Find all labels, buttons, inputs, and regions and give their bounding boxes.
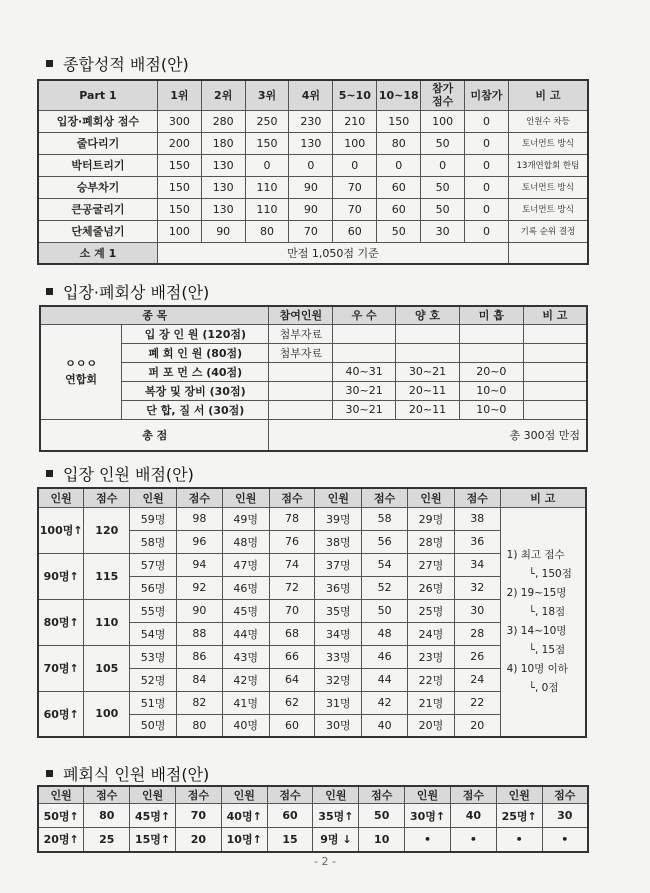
total-score-table: [37, 79, 589, 265]
poor-cell: 20~0: [459, 362, 523, 381]
table-header-row: [38, 80, 588, 110]
poor-cell: 10~0: [459, 400, 523, 419]
total-value: 총 300점 만점: [269, 419, 587, 451]
score-cell: 64: [269, 668, 315, 691]
headcount-cell: 35명: [315, 599, 362, 622]
score-cell: 80: [84, 804, 130, 828]
score-cell: 230: [289, 110, 333, 132]
score-cell: 150: [377, 110, 421, 132]
table-row: [40, 400, 587, 419]
score-cell: 30: [421, 220, 465, 242]
note-cell: [523, 362, 587, 381]
column-header: 5~10: [333, 80, 377, 110]
headcount-cell: 37명: [315, 553, 362, 576]
score-cell: 50: [362, 599, 408, 622]
score-cell: •: [542, 828, 588, 852]
score-cell: 40: [450, 804, 496, 828]
headcount-cell: 56명: [130, 576, 177, 599]
score-cell: 30: [542, 804, 588, 828]
table-row: [40, 324, 587, 343]
score-cell: 50: [421, 176, 465, 198]
note-line: └, 150점: [528, 567, 572, 580]
participation-cell: [269, 362, 333, 381]
headcount-cell: 47명: [222, 553, 269, 576]
score-cell: 20: [454, 714, 500, 737]
headcount-cell: 50명↑: [38, 804, 84, 828]
excellent-cell: [333, 324, 396, 343]
note-cell: [523, 343, 587, 362]
score-cell: 180: [201, 132, 245, 154]
score-cell: 92: [177, 576, 223, 599]
table-row: [38, 154, 588, 176]
score-cell: 70: [333, 176, 377, 198]
column-header: 2위: [201, 80, 245, 110]
score-cell: 84: [177, 668, 223, 691]
participation-cell: [269, 400, 333, 419]
table-row: [40, 381, 587, 400]
score-cell: 90: [289, 198, 333, 220]
group-label: ㅇㅇㅇ 연합회: [40, 324, 122, 419]
table-header-row: [38, 488, 586, 507]
score-cell: 0: [245, 154, 289, 176]
headcount-cell: 38명: [315, 530, 362, 553]
score-cell: 0: [465, 154, 509, 176]
headcount-cell: 45명: [222, 599, 269, 622]
note-cell: 토너먼트 방식: [508, 132, 588, 154]
column-header: 인원: [222, 488, 269, 507]
table-row: [40, 362, 587, 381]
score-cell: 38: [454, 507, 500, 530]
table-header-row: [38, 786, 588, 804]
score-cell: 88: [177, 622, 223, 645]
participation-cell: 첨부자료: [269, 343, 333, 362]
score-cell: 0: [421, 154, 465, 176]
headcount-cell: 10명↑: [221, 828, 267, 852]
score-cell: 74: [269, 553, 315, 576]
headcount-cell: 43명: [222, 645, 269, 668]
score-cell: 200: [157, 132, 201, 154]
excellent-cell: [333, 343, 396, 362]
headcount-bracket: 80명↑: [38, 599, 84, 645]
score-cell: 32: [454, 576, 500, 599]
column-header: 미 흡: [459, 306, 523, 324]
note-cell: 토너먼트 방식: [508, 176, 588, 198]
column-header: 점수: [362, 488, 408, 507]
column-header: 점수: [450, 786, 496, 804]
closing-headcount-table: [37, 785, 589, 853]
score-cell: 100: [421, 110, 465, 132]
total-row: [40, 419, 587, 451]
row-label: 큰공굴리기: [38, 198, 157, 220]
table-row: [38, 132, 588, 154]
entry-headcount-table: [37, 487, 587, 738]
headcount-cell: 26명: [408, 576, 455, 599]
score-cell: 70: [175, 804, 221, 828]
headcount-bracket: 70명↑: [38, 645, 84, 691]
column-header: 종 목: [40, 306, 269, 324]
score-cell: 54: [362, 553, 408, 576]
score-cell: 100: [157, 220, 201, 242]
headcount-cell: 30명: [315, 714, 362, 737]
headcount-cell: 54명: [130, 622, 177, 645]
headcount-cell: 30명↑: [405, 804, 451, 828]
note-cell: [523, 324, 587, 343]
score-cell: 24: [454, 668, 500, 691]
column-header: 인원: [405, 786, 451, 804]
column-header: 양 호: [396, 306, 460, 324]
participation-cell: [269, 381, 333, 400]
score-cell: 70: [333, 198, 377, 220]
headcount-cell: 49명: [222, 507, 269, 530]
item-cell: 폐 회 인 원 (80점): [122, 343, 269, 362]
score-cell: 90: [177, 599, 223, 622]
note-cell: 기록 순위 결정: [508, 220, 588, 242]
note-line: 3) 14~10명: [506, 624, 567, 637]
note-line: 2) 19~15명: [506, 586, 567, 599]
score-cell: 80: [177, 714, 223, 737]
score-cell: 94: [177, 553, 223, 576]
score-cell: 250: [245, 110, 289, 132]
score-cell: 10: [359, 828, 405, 852]
column-header: 점수: [359, 786, 405, 804]
bullet-square-icon: [46, 288, 53, 295]
headcount-cell: •: [405, 828, 451, 852]
score-cell: 20: [175, 828, 221, 852]
note-line: └, 0점: [528, 681, 559, 694]
excellent-cell: 30~21: [333, 381, 396, 400]
score-cell: 42: [362, 691, 408, 714]
column-header: 인원: [130, 488, 177, 507]
score-cell: 60: [377, 198, 421, 220]
score-cell: 0: [465, 176, 509, 198]
column-header: 인원: [38, 488, 84, 507]
subtotal-value: 만점 1,050점 기준: [157, 242, 508, 264]
item-cell: 단 합, 질 서 (30점): [122, 400, 269, 419]
note-line: └, 15점: [528, 643, 566, 656]
score-cell: 130: [201, 198, 245, 220]
page-number: - 2 -: [314, 855, 336, 868]
score-cell: 52: [362, 576, 408, 599]
score-cell: 15: [267, 828, 313, 852]
score-cell: 96: [177, 530, 223, 553]
headcount-cell: 41명: [222, 691, 269, 714]
empty-cell: [508, 242, 588, 264]
excellent-cell: 40~31: [333, 362, 396, 381]
good-cell: 30~21: [396, 362, 460, 381]
table-row: [38, 220, 588, 242]
score-cell: 50: [421, 132, 465, 154]
headcount-bracket: 90명↑: [38, 553, 84, 599]
bracket-score: 100: [84, 691, 130, 737]
score-cell: 210: [333, 110, 377, 132]
headcount-cell: 59명: [130, 507, 177, 530]
headcount-cell: 52명: [130, 668, 177, 691]
section-title-entry-closing: 입장·폐회상 배점(안): [46, 280, 209, 303]
score-cell: •: [450, 828, 496, 852]
good-cell: [396, 324, 460, 343]
column-header: 4위: [289, 80, 333, 110]
score-cell: 130: [289, 132, 333, 154]
subtotal-row: [38, 242, 588, 264]
note-cell: 13개연합회 한팀: [508, 154, 588, 176]
score-cell: 60: [377, 176, 421, 198]
score-cell: 150: [157, 176, 201, 198]
score-cell: 98: [177, 507, 223, 530]
column-header: 인원: [130, 786, 176, 804]
headcount-cell: 15명↑: [130, 828, 176, 852]
good-cell: 20~11: [396, 400, 460, 419]
column-header: 점수: [177, 488, 223, 507]
bracket-score: 120: [84, 507, 130, 553]
score-cell: 56: [362, 530, 408, 553]
score-cell: 86: [177, 645, 223, 668]
headcount-cell: 48명: [222, 530, 269, 553]
bullet-square-icon: [46, 60, 53, 67]
headcount-cell: 29명: [408, 507, 455, 530]
column-header: 인원: [221, 786, 267, 804]
score-cell: 0: [465, 220, 509, 242]
score-cell: 26: [454, 645, 500, 668]
headcount-cell: 42명: [222, 668, 269, 691]
headcount-cell: 46명: [222, 576, 269, 599]
table-row: [38, 198, 588, 220]
score-cell: 82: [177, 691, 223, 714]
row-label: 박터트리기: [38, 154, 157, 176]
column-header: 점수: [84, 786, 130, 804]
column-header: 점수: [454, 488, 500, 507]
table-row: [38, 507, 586, 530]
entry-closing-table: [39, 305, 588, 452]
score-cell: 66: [269, 645, 315, 668]
score-cell: 0: [289, 154, 333, 176]
score-cell: 62: [269, 691, 315, 714]
headcount-cell: 9명 ↓: [313, 828, 359, 852]
score-cell: 72: [269, 576, 315, 599]
score-cell: 50: [359, 804, 405, 828]
column-header: 인원: [408, 488, 455, 507]
row-label: 줄다리기: [38, 132, 157, 154]
table-row: [38, 828, 588, 852]
headcount-cell: 36명: [315, 576, 362, 599]
note-cell: 인원수 차등: [508, 110, 588, 132]
headcount-cell: 57명: [130, 553, 177, 576]
score-cell: 70: [289, 220, 333, 242]
score-cell: 130: [201, 154, 245, 176]
column-header: 점수: [175, 786, 221, 804]
column-header: 인원: [313, 786, 359, 804]
good-cell: [396, 343, 460, 362]
headcount-cell: 44명: [222, 622, 269, 645]
row-label: 단체줄넘기: [38, 220, 157, 242]
score-cell: 150: [157, 154, 201, 176]
column-header: 인원: [315, 488, 362, 507]
headcount-cell: 25명: [408, 599, 455, 622]
score-cell: 44: [362, 668, 408, 691]
score-cell: 130: [201, 176, 245, 198]
score-cell: 40: [362, 714, 408, 737]
good-cell: 20~11: [396, 381, 460, 400]
headcount-bracket: 60명↑: [38, 691, 84, 737]
excellent-cell: 30~21: [333, 400, 396, 419]
column-header: 인원: [496, 786, 542, 804]
score-cell: 76: [269, 530, 315, 553]
bracket-score: 110: [84, 599, 130, 645]
row-label: 입장·폐회상 점수: [38, 110, 157, 132]
item-cell: 복장 및 장비 (30점): [122, 381, 269, 400]
column-header: 미참가: [465, 80, 509, 110]
headcount-cell: 23명: [408, 645, 455, 668]
score-cell: 90: [289, 176, 333, 198]
column-header: 10~18: [377, 80, 421, 110]
score-cell: 110: [245, 198, 289, 220]
headcount-cell: 21명: [408, 691, 455, 714]
headcount-cell: 40명↑: [221, 804, 267, 828]
score-cell: 60: [269, 714, 315, 737]
column-header: 인원: [38, 786, 84, 804]
headcount-cell: 45명↑: [130, 804, 176, 828]
score-cell: 34: [454, 553, 500, 576]
bracket-score: 115: [84, 553, 130, 599]
score-cell: 0: [377, 154, 421, 176]
score-cell: 100: [333, 132, 377, 154]
subtotal-label: 소 계 1: [38, 242, 157, 264]
score-cell: 300: [157, 110, 201, 132]
headcount-cell: 22명: [408, 668, 455, 691]
score-cell: 22: [454, 691, 500, 714]
score-cell: 30: [454, 599, 500, 622]
column-header: 점수: [542, 786, 588, 804]
item-cell: 입 장 인 원 (120점): [122, 324, 269, 343]
table-row: [38, 110, 588, 132]
score-cell: 280: [201, 110, 245, 132]
score-cell: 50: [377, 220, 421, 242]
headcount-cell: 34명: [315, 622, 362, 645]
headcount-cell: 35명↑: [313, 804, 359, 828]
headcount-cell: 25명↑: [496, 804, 542, 828]
score-cell: 0: [465, 198, 509, 220]
score-cell: 90: [201, 220, 245, 242]
note-cell: [523, 400, 587, 419]
score-cell: 110: [245, 176, 289, 198]
score-cell: 0: [465, 132, 509, 154]
column-header: 비 고: [508, 80, 588, 110]
score-cell: 50: [421, 198, 465, 220]
score-cell: 0: [465, 110, 509, 132]
poor-cell: 10~0: [459, 381, 523, 400]
score-cell: 150: [245, 132, 289, 154]
total-label: 총 점: [40, 419, 269, 451]
table-row: [38, 804, 588, 828]
note-line: 1) 최고 점수: [506, 548, 565, 561]
section-title-total-score: 종합성적 배점(안): [46, 52, 189, 75]
column-header: Part 1: [38, 80, 157, 110]
column-header: 비 고: [523, 306, 587, 324]
headcount-cell: 20명↑: [38, 828, 84, 852]
score-cell: 46: [362, 645, 408, 668]
bracket-score: 105: [84, 645, 130, 691]
headcount-cell: 40명: [222, 714, 269, 737]
section-title-entry-headcount: 입장 인원 배점(안): [46, 462, 194, 485]
section-title-closing-headcount: 폐회식 인원 배점(안): [46, 762, 209, 785]
table-header-row: [40, 306, 587, 324]
score-cell: 0: [333, 154, 377, 176]
note-cell: 토너먼트 방식: [508, 198, 588, 220]
headcount-cell: 20명: [408, 714, 455, 737]
score-cell: 48: [362, 622, 408, 645]
score-cell: 80: [245, 220, 289, 242]
column-header: 참여인원: [269, 306, 333, 324]
column-header: 1위: [157, 80, 201, 110]
column-header: 비 고: [500, 488, 586, 507]
score-cell: 80: [377, 132, 421, 154]
headcount-cell: 51명: [130, 691, 177, 714]
headcount-cell: 33명: [315, 645, 362, 668]
table-row: [38, 176, 588, 198]
score-cell: 150: [157, 198, 201, 220]
headcount-cell: 24명: [408, 622, 455, 645]
headcount-cell: 53명: [130, 645, 177, 668]
headcount-cell: •: [496, 828, 542, 852]
bullet-square-icon: [46, 470, 53, 477]
note-line: 4) 10명 이하: [506, 662, 568, 675]
bullet-square-icon: [46, 770, 53, 777]
row-label: 승부차기: [38, 176, 157, 198]
score-cell: 70: [269, 599, 315, 622]
headcount-cell: 31명: [315, 691, 362, 714]
headcount-cell: 50명: [130, 714, 177, 737]
score-cell: 60: [333, 220, 377, 242]
column-header: 점수: [269, 488, 315, 507]
score-cell: 36: [454, 530, 500, 553]
column-header: 점수: [84, 488, 130, 507]
headcount-cell: 39명: [315, 507, 362, 530]
headcount-cell: 27명: [408, 553, 455, 576]
score-cell: 60: [267, 804, 313, 828]
score-cell: 28: [454, 622, 500, 645]
column-header: 점수: [267, 786, 313, 804]
participation-cell: 첨부자료: [269, 324, 333, 343]
note-line: └, 18점: [528, 605, 566, 618]
headcount-bracket: 100명↑: [38, 507, 84, 553]
score-cell: 68: [269, 622, 315, 645]
column-header: 우 수: [333, 306, 396, 324]
headcount-cell: 58명: [130, 530, 177, 553]
score-cell: 58: [362, 507, 408, 530]
headcount-cell: 55명: [130, 599, 177, 622]
score-cell: 25: [84, 828, 130, 852]
poor-cell: [459, 324, 523, 343]
column-header: 참가 점수: [421, 80, 465, 110]
poor-cell: [459, 343, 523, 362]
headcount-cell: 32명: [315, 668, 362, 691]
column-header: 3위: [245, 80, 289, 110]
table-row: [40, 343, 587, 362]
item-cell: 퍼 포 먼 스 (40점): [122, 362, 269, 381]
notes-cell: [500, 507, 586, 737]
headcount-cell: 28명: [408, 530, 455, 553]
score-cell: 78: [269, 507, 315, 530]
note-cell: [523, 381, 587, 400]
